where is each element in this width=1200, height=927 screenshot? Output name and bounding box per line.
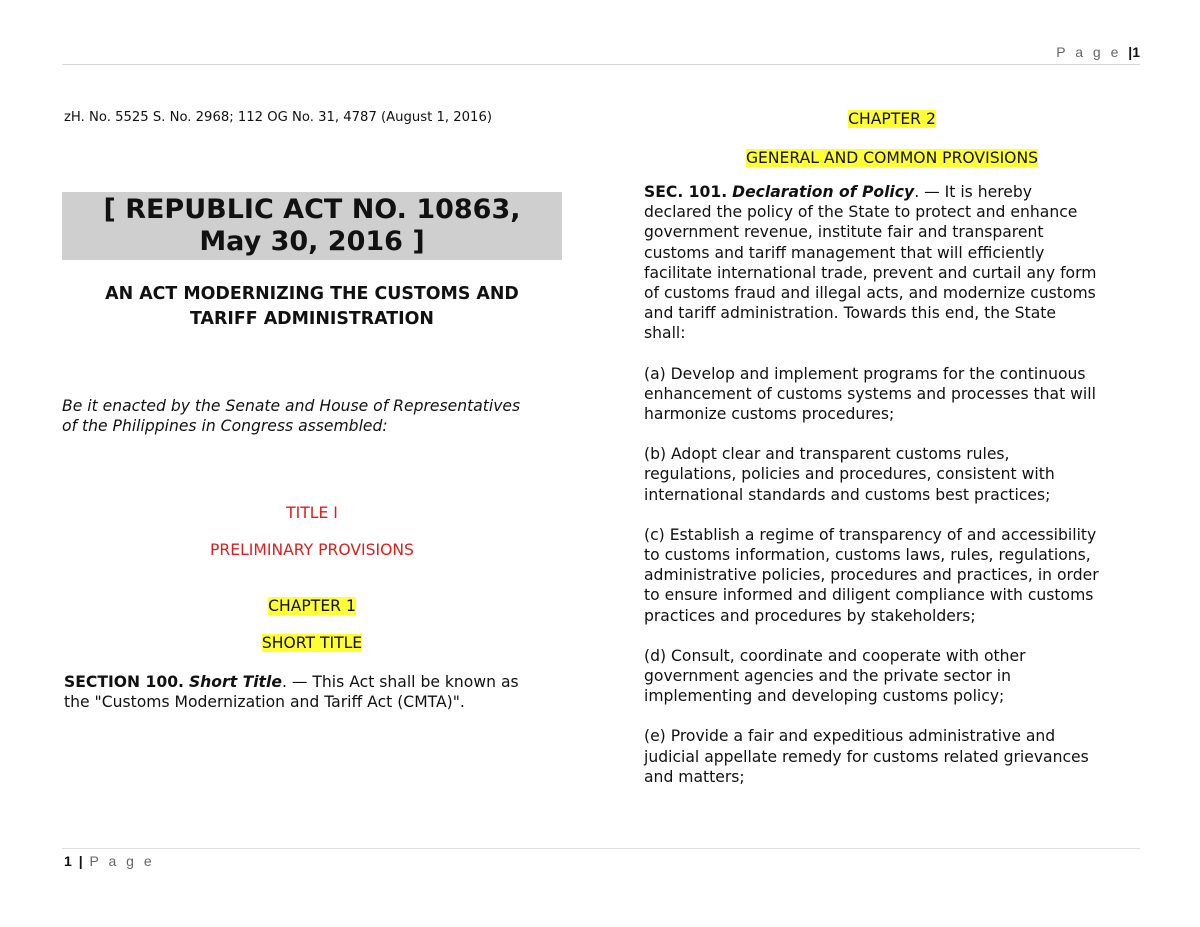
section-101-label: SEC. 101. — [644, 183, 728, 201]
item-e-line: (e) Provide a fair and expeditious administrative and — [644, 727, 1056, 746]
item-d — [644, 646, 1140, 707]
section-100 — [64, 672, 562, 712]
footer-page-number: 1 — [64, 853, 72, 869]
footer-separator: | — [78, 853, 83, 869]
left-column — [62, 108, 562, 712]
right-column — [644, 108, 1140, 787]
general-provisions-label: GENERAL AND COMMON PROVISIONS — [745, 149, 1039, 167]
page-header — [1056, 44, 1140, 60]
section-100-label: SECTION 100. — [64, 673, 184, 691]
section-101-line-1: declared the policy of the State to protect and enhance — [644, 203, 1078, 222]
section-101-heading: Declaration of Policy — [732, 183, 915, 201]
item-a-line: enhancement of customs systems and processes that will — [644, 384, 1096, 403]
item-a-line: (a) Develop and implement programs for the continuous — [644, 364, 1086, 383]
page-footer — [64, 853, 155, 869]
chapter-2-label: CHAPTER 2 — [848, 110, 936, 128]
title-subheading: PRELIMINARY PROVISIONS — [210, 541, 414, 559]
banner-line-1: [ REPUBLIC ACT NO. 10863, — [103, 194, 521, 225]
item-c-line: practices and procedures by stakeholders; — [644, 606, 976, 625]
section-101-line-7: shall: — [644, 324, 686, 343]
item-b — [644, 444, 1140, 505]
item-b-line: regulations, policies and procedures, consistent with — [644, 465, 1055, 484]
item-b-line: (b) Adopt clear and transparent customs rules, — [644, 445, 1010, 464]
section-101-line-5: of customs fraud and illegal acts, and modernize customs — [644, 284, 1096, 303]
chapter-1-label: CHAPTER 1 — [268, 597, 356, 615]
enact-line-1: Be it enacted by the Senate and House of Representatives — [62, 397, 521, 415]
item-b-line: international standards and customs best practices; — [644, 485, 1051, 504]
banner-line-2: May 30, 2016 ] — [199, 226, 425, 257]
act-title-line-2: TARIFF ADMINISTRATION — [190, 309, 434, 329]
section-100-body-b: the "Customs Modernization and Tariff Act (CMTA)". — [64, 693, 465, 711]
section-100-heading: Short Title — [188, 673, 282, 691]
section-101-line-0: . — It is hereby — [914, 183, 1033, 201]
header-separator: | — [1128, 44, 1133, 60]
footer-page-word: P a g e — [89, 853, 155, 869]
header-page-word: P a g e — [1056, 44, 1122, 60]
republic-act-banner — [62, 192, 562, 260]
item-c-line: to customs information, customs laws, rules, regulations, — [644, 546, 1091, 565]
enact-line-2: of the Philippines in Congress assembled: — [62, 417, 388, 435]
item-a — [644, 364, 1140, 425]
item-c-line: to ensure informed and diligent compliance with customs — [644, 586, 1094, 605]
title-heading: TITLE I — [286, 504, 338, 522]
item-e-line: judicial appellate remedy for customs related grievances — [644, 747, 1089, 766]
short-title-heading — [62, 634, 562, 652]
item-d-line: implementing and developing customs policy; — [644, 687, 1005, 706]
section-101-line-4: facilitate international trade, prevent and curtail any form — [644, 263, 1097, 282]
act-title — [62, 282, 562, 332]
footer-rule — [62, 848, 1140, 849]
item-c-line: administrative policies, procedures and practices, in order — [644, 566, 1099, 585]
item-d-line: government agencies and the private sector in — [644, 667, 1011, 686]
item-d-line: (d) Consult, coordinate and cooperate with other — [644, 646, 1026, 665]
chapter-2-heading — [644, 110, 1140, 128]
header-page-number: 1 — [1132, 44, 1140, 60]
section-101-line-2: government revenue, institute fair and transparent — [644, 223, 1044, 242]
section-101-intro — [644, 182, 1140, 344]
item-e — [644, 726, 1140, 787]
item-c-line: (c) Establish a regime of transparency of and accessibility — [644, 525, 1097, 544]
enacting-clause — [62, 396, 562, 436]
citation: zH. No. 5525 S. No. 2968; 112 OG No. 31, 4787 (August 1, 2016) — [64, 110, 492, 125]
act-title-line-1: AN ACT MODERNIZING THE CUSTOMS AND — [105, 284, 519, 304]
section-101-line-6: and tariff administration. Towards this end, the State — [644, 304, 1056, 323]
item-e-line: and matters; — [644, 767, 745, 786]
section-101-line-3: customs and tariff management that will efficiently — [644, 243, 1045, 262]
general-provisions-heading — [644, 149, 1140, 167]
chapter-1-heading — [62, 597, 562, 615]
short-title-label: SHORT TITLE — [261, 634, 363, 652]
section-100-body-a: . — This Act shall be known as — [281, 673, 519, 691]
item-c — [644, 525, 1140, 626]
header-rule — [62, 64, 1140, 65]
item-a-line: harmonize customs procedures; — [644, 405, 895, 424]
